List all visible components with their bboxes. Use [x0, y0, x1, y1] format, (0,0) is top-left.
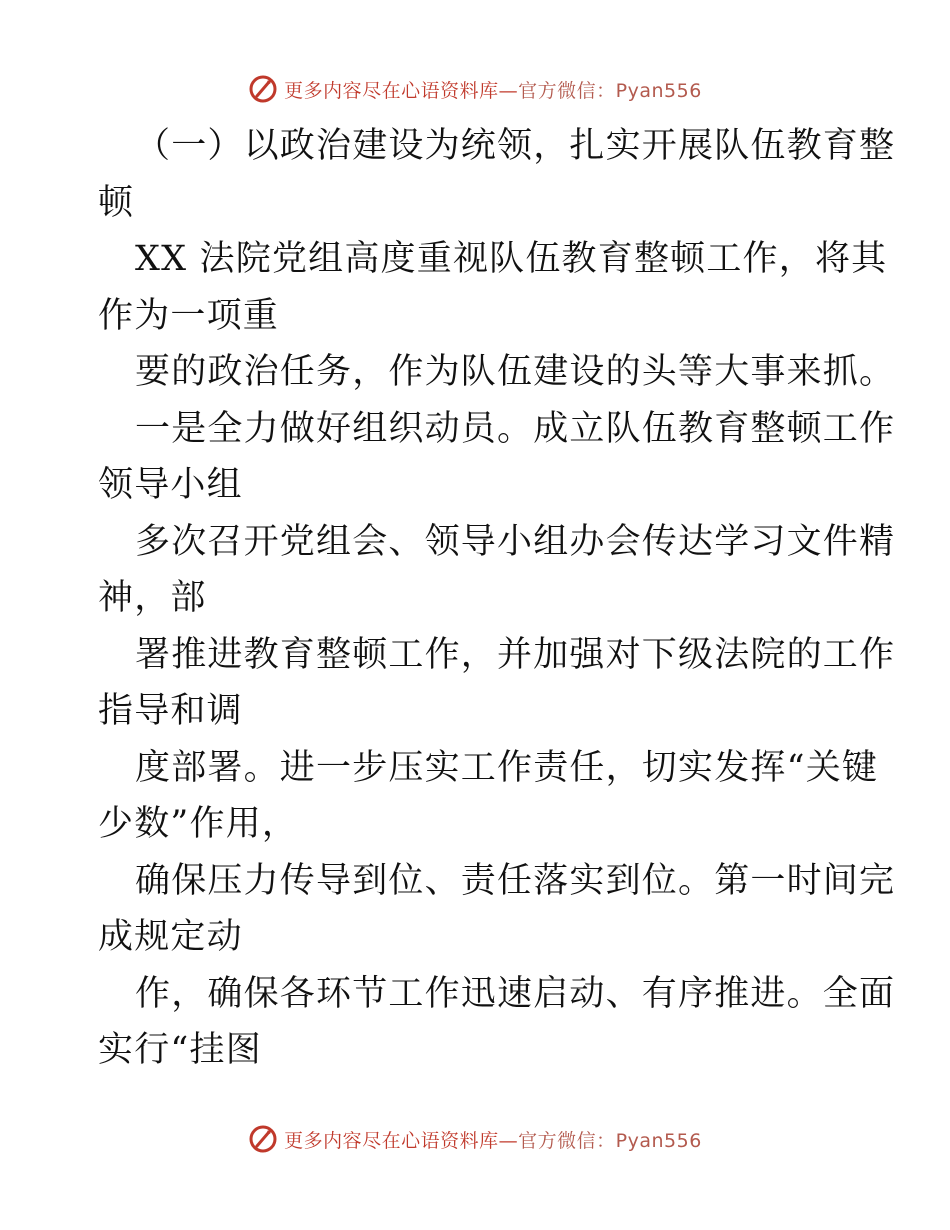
paragraph-line: 神，部 [98, 578, 207, 618]
header-watermark [0, 72, 950, 106]
paragraph-line: 多次召开党组会、领导小组办会传达学习文件精 [135, 521, 896, 562]
watermark-main-text: 更多内容尽在心语资料库 [284, 79, 499, 102]
paragraph [98, 853, 896, 966]
paragraph-line: 度部署。进一步压实工作责任，切实发挥“关键 [135, 747, 879, 788]
paragraph-line: 顿 [98, 182, 135, 223]
document-body [98, 118, 896, 1079]
brush-logo-icon [248, 74, 278, 104]
paragraph-line: 作为一项重 [98, 295, 280, 336]
paragraph [98, 627, 896, 740]
paragraph-line: 作，确保各环节工作迅速启动、有序推进。全面 [135, 973, 896, 1014]
paragraph [98, 118, 896, 231]
watermark-text [284, 1126, 702, 1153]
paragraph-line: 指导和调 [98, 691, 243, 731]
paragraph [98, 514, 896, 627]
watermark-text [284, 76, 702, 103]
watermark-dash: — [498, 1129, 519, 1152]
watermark-main-text: 更多内容尽在心语资料库 [284, 1129, 499, 1152]
watermark-dash: — [498, 79, 519, 102]
paragraph-line: 确保压力传导到位、责任落实到位。第一时间完 [135, 860, 896, 901]
paragraph [98, 966, 896, 1079]
footer-watermark [0, 1122, 950, 1156]
paragraph-line: 少数”作用， [98, 804, 299, 844]
paragraph-line: 领导小组 [98, 465, 243, 505]
paragraph-line: 署推进教育整顿工作，并加强对下级法院的工作 [135, 634, 896, 675]
paragraph-line: 一是全力做好组织动员。成立队伍教育整顿工作 [135, 408, 896, 449]
paragraph [98, 401, 896, 514]
paragraph-line: XX 法院党组高度重视队伍教育整顿工作，将其 [135, 239, 888, 279]
paragraph [98, 231, 888, 344]
watermark-sub-text: 官方微信：Pyan556 [518, 79, 702, 102]
paragraph-line: 实行“挂图 [98, 1030, 262, 1070]
watermark-sub-text: 官方微信：Pyan556 [518, 1129, 702, 1152]
paragraph [98, 344, 896, 401]
paragraph [98, 740, 879, 853]
paragraph-line: 要的政治任务，作为队伍建设的头等大事来抓。 [135, 352, 896, 392]
paragraph-line: 成规定动 [98, 917, 243, 957]
brush-logo-icon [248, 1124, 278, 1154]
paragraph-line: （一）以政治建设为统领，扎实开展队伍教育整 [135, 126, 896, 166]
